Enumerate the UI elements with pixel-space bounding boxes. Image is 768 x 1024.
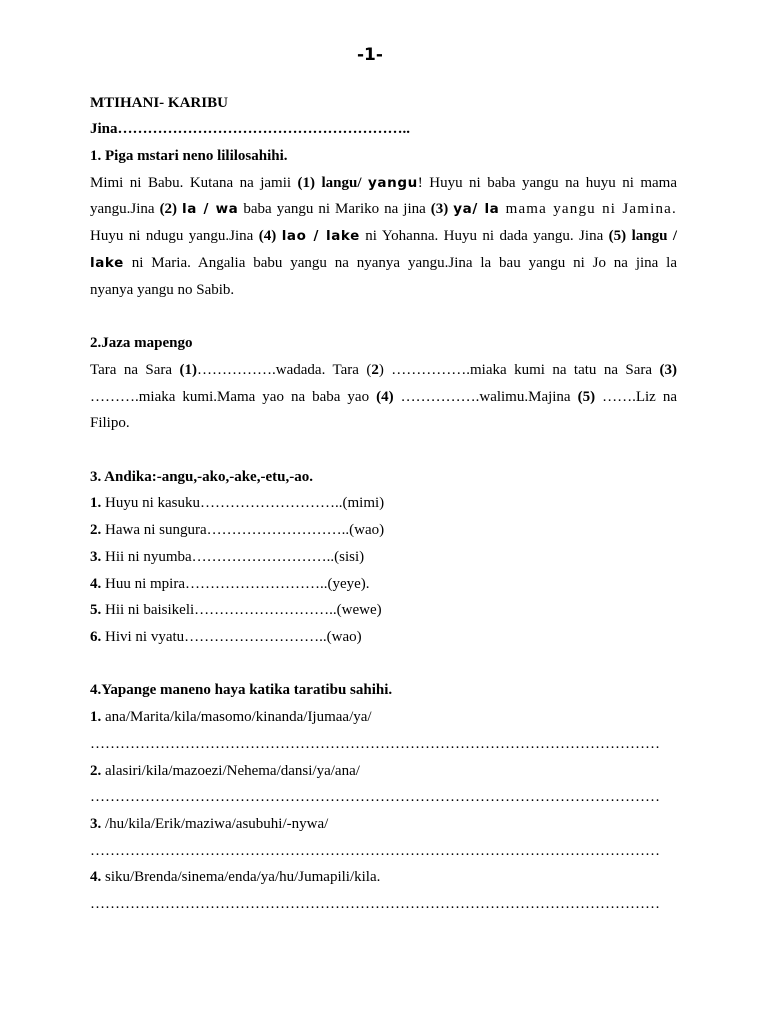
text-segment: ) …………….miaka kumi na tatu na Sara [378, 361, 660, 378]
text-segment: Huyu ni ndugu yangu.Jina [90, 228, 259, 245]
item-text: Hii ni nyumba………………………..(sisi) [105, 548, 365, 565]
text-segment: mama yangu ni Jamina. [499, 201, 677, 218]
item-number: 2. [90, 762, 102, 779]
section3-item [90, 597, 677, 624]
answer-dotted-line: …………………………………………………………………………………………………… [90, 842, 660, 859]
section3-heading: 3. Andika:-angu,-ako,-ake,-etu,-ao. [90, 468, 313, 485]
text-segment: ni Maria. Angalia babu yangu na nyanya yangu.Jina la bau yangu ni Jo na jina la [123, 254, 677, 271]
section1-paragraph-line [90, 170, 677, 197]
item-text: Hawa ni sungura………………………..(wao) [105, 522, 385, 539]
answer-choice: yangu [368, 174, 418, 191]
item-text: Hivi ni vyatu………………………..(wao) [105, 628, 362, 645]
section1-paragraph-line [90, 223, 677, 250]
blank-number: (1) [179, 361, 198, 378]
section4-item [90, 704, 677, 731]
section4-item [90, 864, 677, 891]
text-segment: ! Huyu ni baba yangu na huyu ni mama [417, 174, 677, 191]
section1-paragraph-line [90, 250, 677, 277]
item-text: Hii ni baisikeli………………………..(wewe) [105, 602, 382, 619]
page-number: -1- [357, 45, 383, 65]
scrambled-words: alasiri/kila/mazoezi/Nehema/dansi/ya/ana/ [105, 762, 360, 779]
text-segment: Filipo. [90, 415, 130, 432]
item-number: 2. [90, 522, 102, 539]
answer-choice: la / wa [182, 201, 239, 218]
answer-number: (2) [159, 201, 183, 218]
section-spacer [90, 303, 677, 330]
item-number: 1. [90, 495, 102, 512]
text-segment: Mimi ni Babu. Kutana na jamii [90, 174, 298, 191]
blank-number: (5) [577, 388, 596, 405]
answer-dotted-line: …………………………………………………………………………………………………… [90, 735, 660, 752]
item-number: 5. [90, 602, 102, 619]
scrambled-words: siku/Brenda/sinema/enda/ya/hu/Jumapili/kila. [105, 869, 381, 886]
answer-choice: (1) langu/ [297, 174, 368, 191]
section2-paragraph-line [90, 384, 677, 411]
section4-heading: 4.Yapange maneno haya katika taratibu sahihi. [90, 682, 393, 699]
text-segment: …………….wadada. Tara ( [197, 361, 372, 378]
section3-item [90, 517, 677, 544]
answer-dotted-line: …………………………………………………………………………………………………… [90, 896, 660, 913]
section-spacer [90, 651, 677, 678]
text-segment: yangu.Jina [90, 201, 160, 218]
item-number: 1. [90, 709, 102, 726]
blank-number: (3) [659, 361, 677, 378]
exam-page [90, 90, 677, 918]
section3-item [90, 490, 677, 517]
answer-dotted-line: …………………………………………………………………………………………………… [90, 789, 660, 806]
answer-choice: (5) langu / [608, 228, 678, 245]
section4-item [90, 758, 677, 785]
text-segment: nyanya yangu no Sabib. [90, 281, 235, 298]
section3-item [90, 624, 677, 651]
section1-paragraph-last-line [90, 277, 677, 304]
text-segment: …….Liz na [595, 388, 677, 405]
text-segment: ……….miaka kumi.Mama yao na baba yao [90, 388, 377, 405]
scrambled-words: /hu/kila/Erik/maziwa/asubuhi/-nywa/ [105, 816, 329, 832]
section3-item [90, 544, 677, 571]
name-line: Jina………………………………………………….. [90, 121, 411, 138]
section4-item [90, 811, 677, 838]
answer-choice: lao / lake [281, 228, 360, 245]
text-segment: baba yangu ni Mariko na jina [238, 201, 431, 218]
section2-heading: 2.Jaza mapengo [90, 335, 193, 352]
item-number: 3. [90, 548, 102, 565]
answer-choice: ya/ la [453, 201, 500, 218]
section-spacer [90, 437, 677, 464]
item-number: 3. [90, 816, 102, 832]
blank-number: 2 [371, 361, 379, 378]
text-segment: ni Yohanna. Huyu ni dada yangu. Jina [359, 228, 609, 245]
item-number: 4. [90, 575, 102, 592]
section2-paragraph-last-line [90, 410, 677, 437]
item-number: 4. [90, 869, 102, 886]
answer-number: (4) [258, 228, 282, 245]
section3-item [90, 571, 677, 598]
exam-title: MTIHANI- KARIBU [90, 94, 228, 111]
scrambled-words: ana/Marita/kila/masomo/kinanda/Ijumaa/ya/ [105, 709, 372, 726]
item-text: Huu ni mpira………………………..(yeye). [105, 575, 370, 592]
item-number: 6. [90, 628, 102, 645]
item-text: Huyu ni kasuku………………………..(mimi) [105, 495, 385, 512]
answer-number: (3) [430, 201, 454, 218]
section1-paragraph-line [90, 196, 677, 223]
text-segment: …………….walimu.Majina [393, 388, 578, 405]
section2-paragraph-line [90, 357, 677, 384]
section1-heading: 1. Piga mstari neno lililosahihi. [90, 148, 288, 165]
answer-choice: lake [90, 254, 124, 271]
text-segment: Tara na Sara [90, 361, 180, 378]
blank-number: (4) [376, 388, 394, 405]
